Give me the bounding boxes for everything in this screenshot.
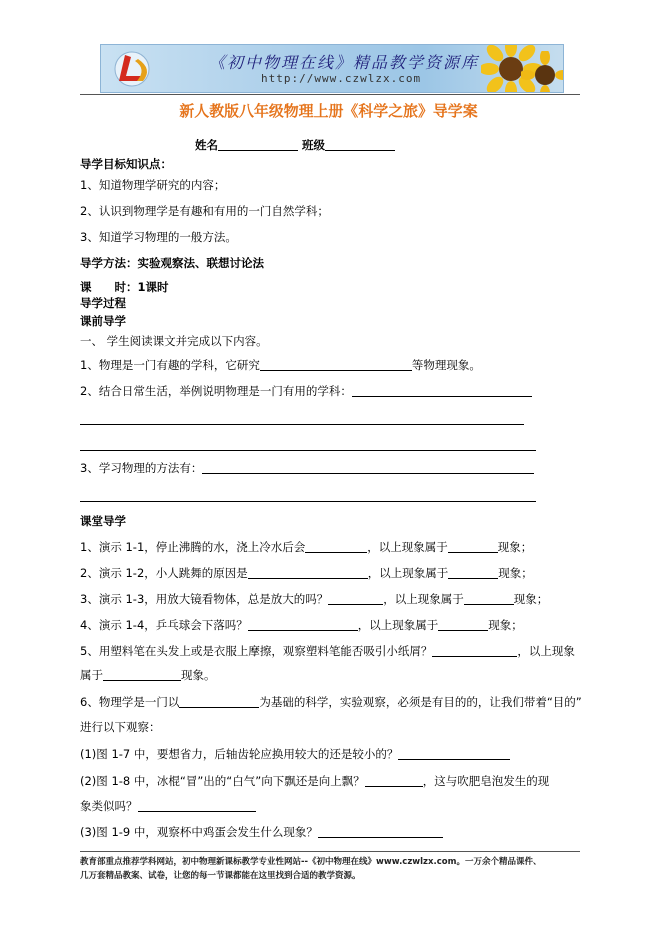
answer-blank[interactable]: [103, 668, 181, 681]
answer-blank[interactable]: [318, 825, 443, 838]
answer-blank[interactable]: [328, 592, 383, 605]
demo-1: 1、演示 1-1，停止沸腾的水，浇上冷水后会 ，以上现象属于 现象；: [80, 540, 533, 554]
answer-blank[interactable]: [365, 774, 423, 787]
hours-line: 课 时：1课时: [80, 280, 169, 294]
demo-4: 4、演示 1-4，乒乓球会下落吗？ ，以上现象属于 现象；: [80, 618, 523, 632]
question-3: 3、学习物理的方法有：: [80, 461, 534, 475]
answer-blank[interactable]: [179, 695, 259, 708]
question-6-cont: 进行以下观察：: [80, 720, 161, 734]
answer-line[interactable]: [80, 450, 536, 451]
name-blank[interactable]: [218, 138, 298, 151]
method-line: 导学方法：实验观察法、联想讨论法: [80, 256, 264, 270]
class-blank[interactable]: [325, 138, 395, 151]
observe-2: (2)图 1-8 中，冰棍“冒”出的“白气”向下飘还是向上飘？ ，这与吹肥皂泡发生的现: [80, 774, 550, 788]
answer-blank[interactable]: [448, 566, 498, 579]
in-class-heading: 课堂导学: [80, 514, 126, 528]
goal-item: 3、知道学习物理的一般方法。: [80, 230, 237, 244]
logo-icon: [107, 49, 157, 88]
answer-blank[interactable]: [305, 540, 367, 553]
answer-blank[interactable]: [248, 618, 358, 631]
pre-class-heading: 课前导学: [80, 314, 126, 328]
header-divider: [80, 94, 580, 95]
sunflower-icon: [521, 51, 564, 93]
footer-line-2: 几万套精品教案、试卷，让您的每一节课都能在这里找到合适的教学资源。: [80, 871, 361, 881]
demo-3: 3、演示 1-3，用放大镜看物体，总是放大的吗？ ，以上现象属于 现象；: [80, 592, 549, 606]
goals-heading: 导学目标知识点：: [80, 157, 172, 171]
goal-item: 2、认识到物理学是有趣和有用的一门自然学科；: [80, 204, 329, 218]
goal-item: 1、知道物理学研究的内容；: [80, 178, 226, 192]
page-title: 新人教版八年级物理上册《科学之旅》导学案: [179, 102, 478, 120]
answer-blank[interactable]: [260, 358, 412, 371]
pre-class-intro: 一、 学生阅读课文并完成以下内容。: [80, 334, 268, 348]
answer-blank[interactable]: [138, 799, 256, 812]
answer-line[interactable]: [80, 424, 524, 425]
class-label: 班级: [302, 138, 326, 152]
answer-blank[interactable]: [438, 618, 488, 631]
answer-blank[interactable]: [448, 540, 498, 553]
answer-line[interactable]: [80, 501, 536, 502]
observe-2-cont: 象类似吗？: [80, 799, 256, 813]
process-heading: 导学过程: [80, 296, 126, 310]
footer-line-1: 教育部重点推荐学科网站，初中物理新课标教学专业性网站--《初中物理在线》www.czwlzx.com。一万余个精品课件、: [80, 857, 542, 867]
name-class-row: [195, 138, 395, 152]
demo-5-cont: 属于 现象。: [80, 668, 216, 682]
question-2: 2、结合日常生活，举例说明物理是一门有用的学科：: [80, 384, 532, 398]
banner-url[interactable]: http://www.czwlzx.com: [261, 72, 422, 85]
question-1: 1、物理是一门有趣的学科，它研究 等物理现象。: [80, 358, 481, 372]
answer-blank[interactable]: [464, 592, 514, 605]
observe-1: (1)图 1-7 中，要想省力，后轴齿轮应换用较大的还是较小的？: [80, 747, 510, 761]
question-6: 6、物理学是一门以 为基础的科学，实验观察，必须是有目的的，让我们带着“目的”: [80, 695, 582, 709]
answer-blank[interactable]: [248, 566, 368, 579]
answer-blank[interactable]: [432, 644, 517, 657]
demo-2: 2、演示 1-2，小人跳舞的原因是 ，以上现象属于 现象；: [80, 566, 533, 580]
answer-blank[interactable]: [398, 747, 510, 760]
header-banner: [100, 44, 564, 93]
answer-blank[interactable]: [352, 384, 532, 397]
answer-blank[interactable]: [202, 461, 534, 474]
demo-5: 5、用塑料笔在头发上或是衣服上摩擦，观察塑料笔能否吸引小纸屑？ ，以上现象: [80, 644, 575, 658]
footer-divider: [80, 851, 580, 852]
name-label: 姓名: [195, 138, 218, 152]
banner-title: 《初中物理在线》精品教学资源库: [209, 53, 480, 72]
observe-3: (3)图 1-9 中，观察杯中鸡蛋会发生什么现象？: [80, 825, 443, 839]
